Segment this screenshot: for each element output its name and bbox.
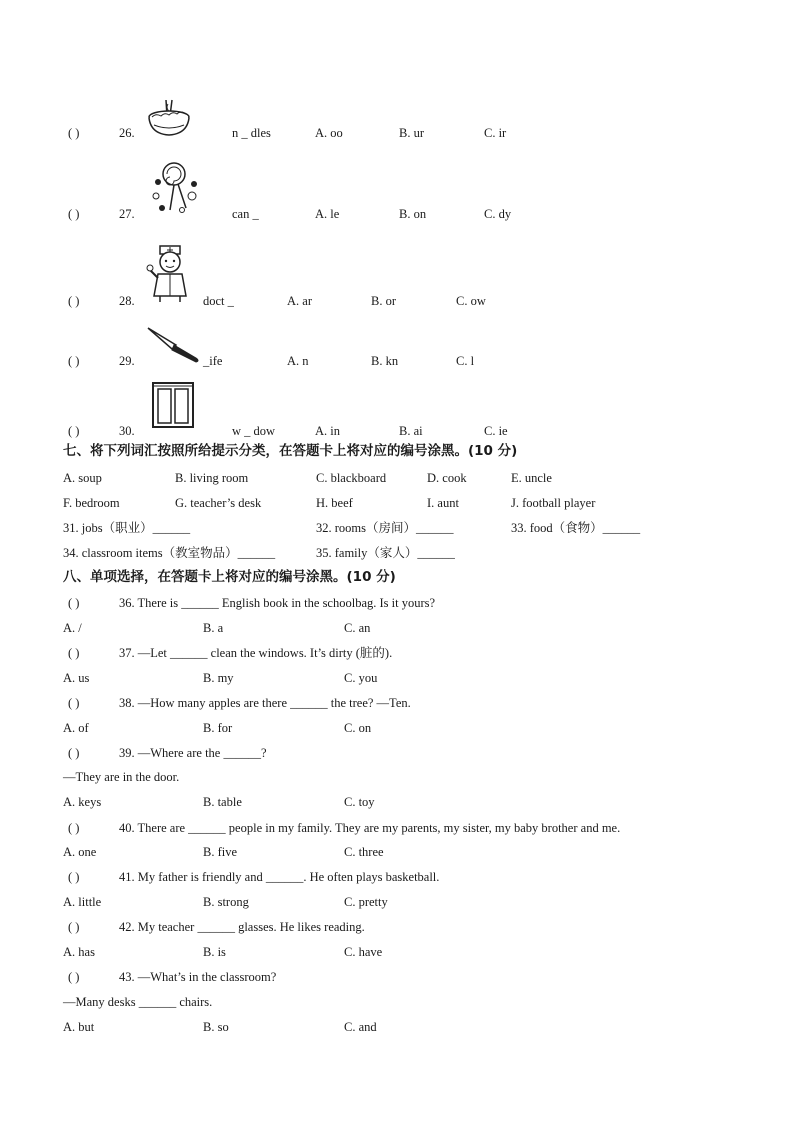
question-number-28: 28. [119,294,135,308]
answer-blank-36[interactable]: ( ) [68,596,80,610]
question-43-stem: 43. —What’s in the classroom? [119,970,277,984]
answer-blank-38[interactable]: ( ) [68,696,80,710]
question-number-30: 30. [119,424,135,438]
noodles-bowl-icon [146,98,192,140]
category-34-classroom-items[interactable]: 34. classroom items（教室物品）______ [63,546,276,560]
option-26-b[interactable]: B. ur [399,126,424,140]
word-d: D. cook [427,471,467,485]
word-a: A. soup [63,471,102,485]
question-39-reply: —They are in the door. [63,770,180,784]
answer-blank-43[interactable]: ( ) [68,970,80,984]
answer-blank-41[interactable]: ( ) [68,870,80,884]
word-26: n _ dles [232,126,271,140]
lollipop-candy-icon [148,160,202,216]
option-37-c[interactable]: C. you [344,671,378,685]
option-38-b[interactable]: B. for [203,721,233,735]
option-43-c[interactable]: C. and [344,1020,377,1034]
word-h: H. beef [316,496,353,510]
option-36-b[interactable]: B. a [203,621,224,635]
option-27-a[interactable]: A. le [315,207,340,221]
option-29-b[interactable]: B. kn [371,354,399,368]
question-number-27: 27. [119,207,135,221]
word-e: E. uncle [511,471,552,485]
section-8-title: 八、单项选择，在答题卡上将对应的编号涂黑。(10 分) [63,569,396,585]
option-29-a[interactable]: A. n [287,354,309,368]
option-28-a[interactable]: A. ar [287,294,312,308]
answer-blank-39[interactable]: ( ) [68,746,80,760]
option-43-a[interactable]: A. but [63,1020,95,1034]
word-g: G. teacher’s desk [175,496,262,510]
option-27-c[interactable]: C. dy [484,207,512,221]
option-43-b[interactable]: B. so [203,1020,229,1034]
question-38-stem: 38. —How many apples are there ______ the tree? —Ten. [119,696,411,710]
knife-icon [146,325,202,363]
option-30-c[interactable]: C. ie [484,424,508,438]
category-32-rooms[interactable]: 32. rooms（房间）______ [316,521,454,535]
word-28: doct _ [203,294,234,308]
question-39-stem: 39. —Where are the ______? [119,746,267,760]
category-33-food[interactable]: 33. food（食物）______ [511,521,641,535]
option-36-c[interactable]: C. an [344,621,371,635]
option-41-c[interactable]: C. pretty [344,895,388,909]
category-31-jobs[interactable]: 31. jobs（职业）______ [63,521,191,535]
option-42-a[interactable]: A. has [63,945,95,959]
question-37-stem: 37. —Let ______ clean the windows. It’s dirty (脏的). [119,646,393,660]
word-c: C. blackboard [316,471,387,485]
option-27-b[interactable]: B. on [399,207,427,221]
section-7-title: 七、将下列词汇按照所给提示分类，在答题卡上将对应的编号涂黑。(10 分) [63,443,518,459]
doctor-icon [146,240,194,304]
answer-blank-37[interactable]: ( ) [68,646,80,660]
word-i: I. aunt [427,496,459,510]
option-40-a[interactable]: A. one [63,845,97,859]
window-icon [150,380,198,430]
question-number-26: 26. [119,126,135,140]
option-38-a[interactable]: A. of [63,721,89,735]
option-40-b[interactable]: B. five [203,845,238,859]
option-29-c[interactable]: C. l [456,354,475,368]
answer-blank-27[interactable]: ( ) [68,207,80,221]
question-41-stem: 41. My father is friendly and ______. He often plays basketball. [119,870,440,884]
question-43-reply: —Many desks ______ chairs. [63,995,213,1009]
option-28-b[interactable]: B. or [371,294,396,308]
option-39-a[interactable]: A. keys [63,795,102,809]
answer-blank-29[interactable]: ( ) [68,354,80,368]
answer-blank-42[interactable]: ( ) [68,920,80,934]
option-42-b[interactable]: B. is [203,945,226,959]
question-40-stem: 40. There are ______ people in my family. They are my parents, my sister, my baby brother and me. [119,821,621,835]
option-40-c[interactable]: C. three [344,845,384,859]
option-37-b[interactable]: B. my [203,671,234,685]
question-36-stem: 36. There is ______ English book in the schoolbag. Is it yours? [119,596,436,610]
word-29: _ife [203,354,223,368]
answer-blank-28[interactable]: ( ) [68,294,80,308]
option-37-a[interactable]: A. us [63,671,90,685]
word-f: F. bedroom [63,496,120,510]
option-26-c[interactable]: C. ir [484,126,507,140]
option-26-a[interactable]: A. oo [315,126,343,140]
category-35-family[interactable]: 35. family（家人）______ [316,546,455,560]
option-38-c[interactable]: C. on [344,721,372,735]
question-number-29: 29. [119,354,135,368]
option-28-c[interactable]: C. ow [456,294,486,308]
option-39-c[interactable]: C. toy [344,795,375,809]
option-30-a[interactable]: A. in [315,424,340,438]
option-41-a[interactable]: A. little [63,895,102,909]
word-j: J. football player [511,496,596,510]
option-36-a[interactable]: A. / [63,621,82,635]
answer-blank-40[interactable]: ( ) [68,821,80,835]
option-41-b[interactable]: B. strong [203,895,249,909]
answer-blank-26[interactable]: ( ) [68,126,80,140]
question-42-stem: 42. My teacher ______ glasses. He likes reading. [119,920,365,934]
option-39-b[interactable]: B. table [203,795,242,809]
word-b: B. living room [175,471,249,485]
word-27: can _ [232,207,259,221]
option-30-b[interactable]: B. ai [399,424,423,438]
word-30: w _ dow [232,424,276,438]
answer-blank-30[interactable]: ( ) [68,424,80,438]
option-42-c[interactable]: C. have [344,945,383,959]
